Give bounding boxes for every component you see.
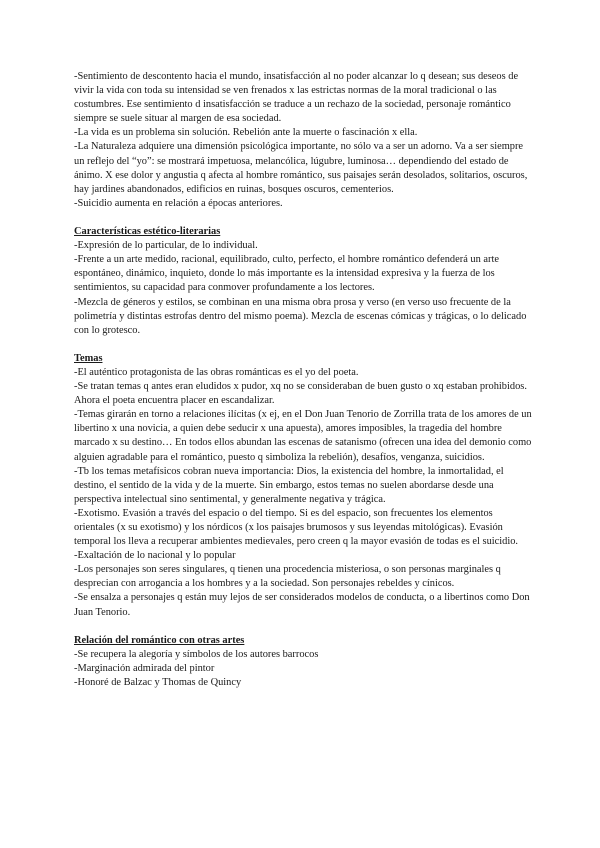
section-heading-otras-artes: Relación del romántico con otras artes — [74, 634, 245, 646]
intro-paragraph-2: -La vida es un problema sin solución. Rebelión ante la muerte o fascinación x ella. — [74, 127, 418, 139]
otras-artes-item-1: -Se recupera la alegoría y símbolos de los autores barrocos — [74, 648, 319, 660]
temas-item-2: -Se tratan temas q antes eran eludidos x pudor, xq no se consideraban de buen gusto o xq estaban prohibidos. Ahora el poeta encuentra placer en escandalizar. — [74, 381, 527, 407]
temas-item-3: -Temas girarán en torno a relaciones ilícitas (x ej, en el Don Juan Tenorio de Zorrilla trata de los amores de un libertino x una novicia, a quien debe seducir x una apuesta), amores imposibles, la tragedia del hombre marcado x su destino… En todos ellos abundan las escenas de satanismo (ofrecen una idea del demonio como alguien agradable para el romántico, puesto q simboliza la rebelión), desafíos, venganza, suicidios. — [74, 409, 532, 463]
temas-item-6: -Exaltación de lo nacional y lo popular — [74, 550, 236, 562]
document-body — [74, 70, 534, 690]
section-heading-caracteristicas: Características estético-literarias — [74, 226, 221, 238]
spacer — [74, 338, 534, 352]
caracteristicas-item-2: -Frente a un arte medido, racional, equilibrado, culto, perfecto, el hombre romántico defenderá un arte espontáneo, dinámico, inquieto, donde lo más importante es la intensidad expresiva y la fuerza de los sentimientos, su capacidad para conmover profundamente a los lectores. — [74, 254, 499, 294]
intro-paragraph-1: -Sentimiento de descontento hacia el mundo, insatisfacción al no poder alcanzar lo q desean; sus deseos de vivir la vida con toda su intensidad se ven frenados x las estrictas normas de la moral tradicional o las costumbres. Ese sentimiento d insatisfacción se traduce a un rechazo de la sociedad, personaje romántico siempre se suele situar al margen de esa sociedad. — [74, 71, 519, 125]
temas-item-7: -Los personajes son seres singulares, q tienen una procedencia misteriosa, o son personas marginales q desprecian con arrogancia a los hombres y a la sociedad. Son personajes rebeldes y cínicos. — [74, 564, 501, 590]
caracteristicas-item-1: -Expresión de lo particular, de lo individual. — [74, 240, 258, 252]
spacer — [74, 620, 534, 634]
otras-artes-item-3: -Honoré de Balzac y Thomas de Quincy — [74, 677, 242, 689]
temas-item-4: -Tb los temas metafísicos cobran nueva importancia: Dios, la existencia del hombre, la inmortalidad, el destino, el sentido de la vida y de la muerte. Sin embargo, estos temas no suelen abordarse desde una perspectiva intelectual sino sentimental, y generalmente negativa y trágica. — [74, 465, 504, 505]
intro-paragraph-4: -Suicidio aumenta en relación a épocas anteriores. — [74, 197, 283, 209]
intro-paragraph-3: -La Naturaleza adquiere una dimensión psicológica importante, no sólo va a ser un adorno. Va a ser siempre un reflejo del “yo”: se mostrará impetuosa, melancólica, lúgubre, luminosa… dependiendo del estado de ánimo. X ese dolor y angustia q afecta al hombre romántico, sus paisajes serán desolados, solitarios, oscuros, hay jardines abandonados, edificios en ruinas, bosques oscuros, cementerios. — [74, 141, 528, 195]
temas-item-8: -Se ensalza a personajes q están muy lejos de ser considerados modelos de conducta, o a libertinos como Don Juan Tenorio. — [74, 592, 530, 618]
caracteristicas-item-3: -Mezcla de géneros y estilos, se combinan en una misma obra prosa y verso (en verso uso frecuente de la polimetría y distintas estrofas dentro del mismo poema). Mezcla de escenas cómicas y trágicas, o lo delicado con lo grotesco. — [74, 296, 527, 336]
section-heading-temas: Temas — [74, 352, 103, 364]
spacer — [74, 211, 534, 225]
temas-item-1: -El auténtico protagonista de las obras románticas es el yo del poeta. — [74, 366, 359, 378]
otras-artes-item-2: -Marginación admirada del pintor — [74, 662, 215, 674]
temas-item-5: -Exotismo. Evasión a través del espacio o del tiempo. Si es del espacio, son frecuentes los elementos orientales (x su exotismo) y los nórdicos (x los paisajes brumosos y sus leyendas mitológicas). Evasión temporal los lleva a recuperar ambientes medievales, pero creen q la mayor evasión de todas es el suicidio. — [74, 507, 519, 548]
